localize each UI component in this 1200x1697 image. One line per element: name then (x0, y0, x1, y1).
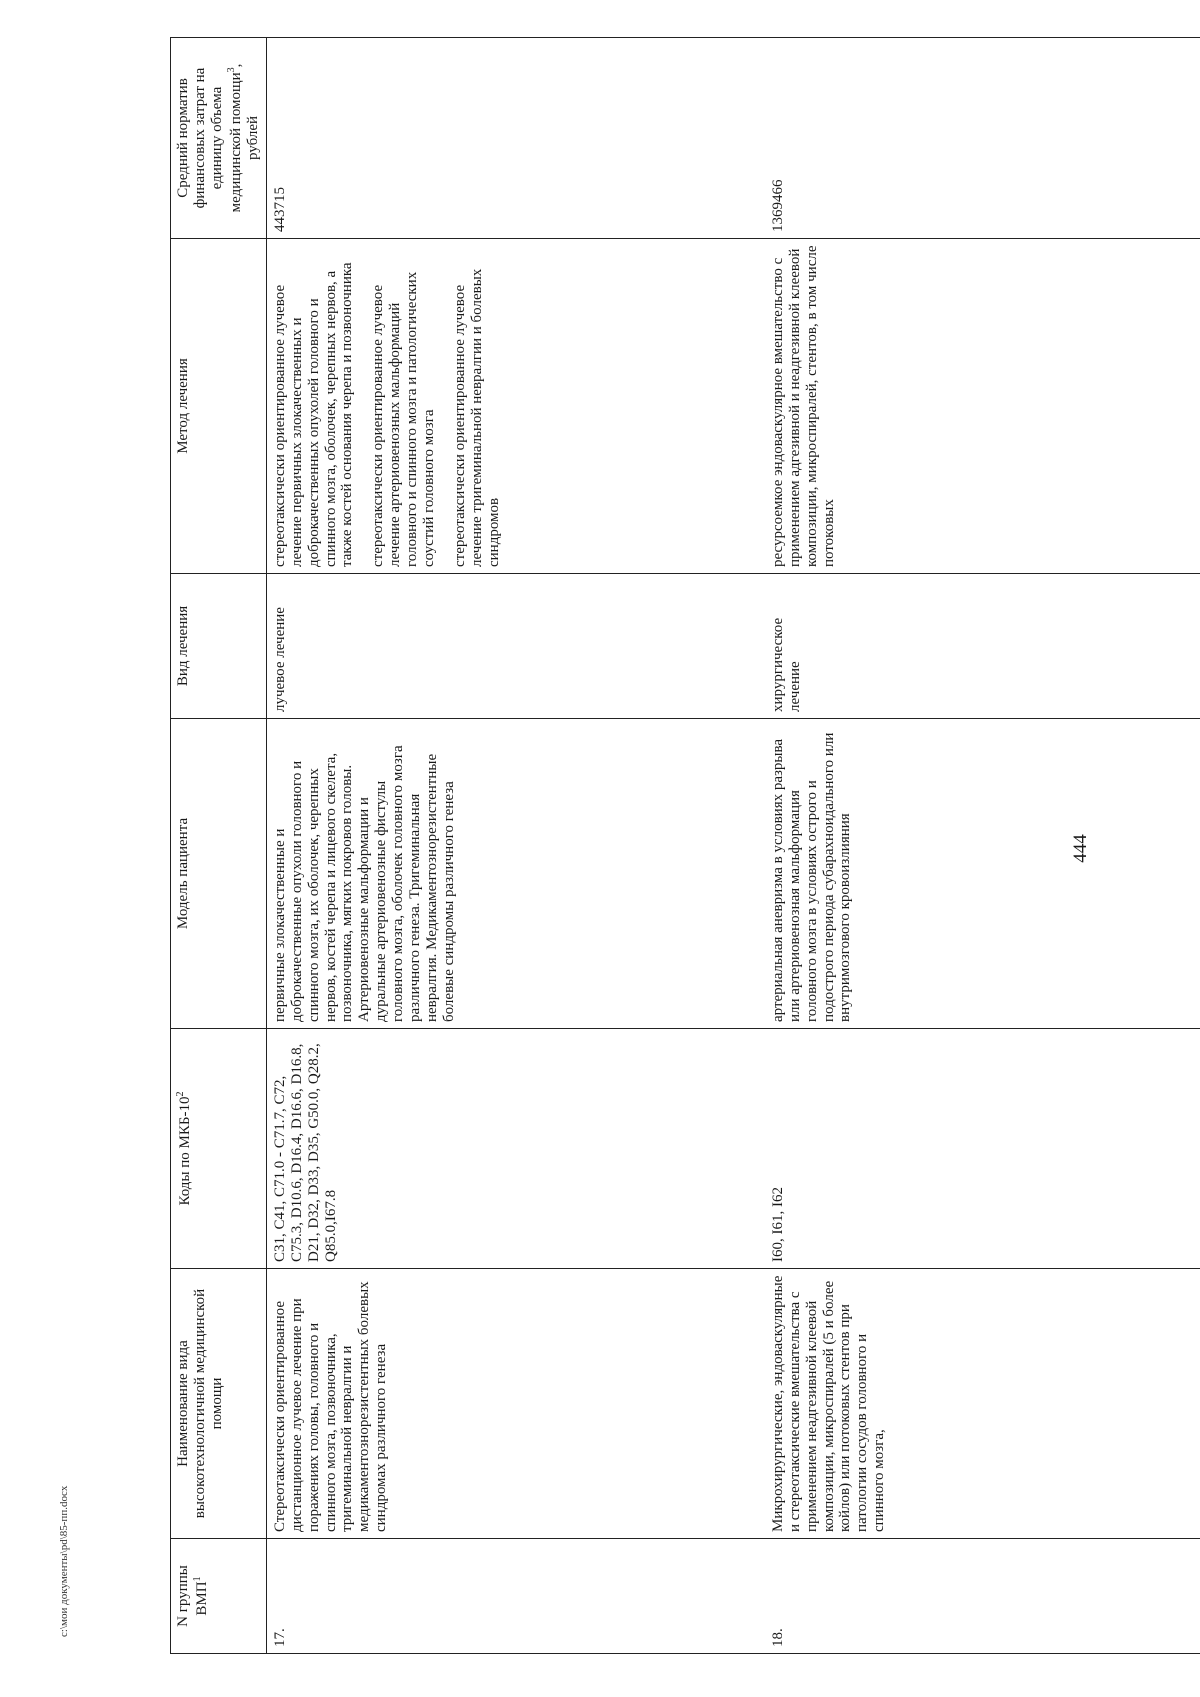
cell-model: артериальная аневризма в условиях разрыва или артериовенозная мальформация головного мозга в условиях острого и подострого периода субарахноидального или внутримозгового кровоизлияния (765, 719, 1200, 1029)
cell-group: 17. (266, 1539, 765, 1654)
cell-name: Стереотаксически ориентированное дистанционное лучевое лечение при поражениях головы, головного и спинного мозга, позвоночника, тригеминальной невралгии и медикаментознорезистентных болевых синдромах различного генеза (266, 1269, 765, 1539)
cell-method (266, 239, 765, 574)
header-cost: Средний норматив финансовых затрат на единицу объема медицинской помощи$^3$, рублей (171, 38, 267, 239)
cell-cost: 443715 (266, 38, 765, 239)
header-row (171, 38, 267, 1654)
method-item: стереотаксически ориентированное лучевое лечение тригеминальной невралгии и болевых синдромов (452, 268, 502, 567)
vmp-table (170, 37, 1200, 1654)
header-method: Метод лечения (171, 239, 267, 574)
cell-type: хирургическое лечение (765, 574, 1200, 719)
method-item: стереотаксически ориентированное лучевое лечение артериовенозных мальформаций головного и спинного мозга и патологических соустий головного мозга (370, 271, 438, 567)
method-item: ресурсоемкое эндоваскулярное вмешательство с применением адгезивной и неадгезивной клеевой композиции, микроспиралей, стентов, в том числе потоковых (769, 245, 837, 567)
header-model: Модель пациента (171, 719, 267, 1029)
cell-name: Микрохирургические, эндоваскулярные и стереотаксические вмешательства с применением неадгезивной клеевой композиции, микроспиралей (5 и более койлов) или потоковых стентов при патологии сосудов головного и спинного мозга, (765, 1269, 1200, 1539)
cell-method (765, 239, 1200, 574)
cell-codes: C31, C41, C71.0 - C71.7, C72, C75.3, D10.6, D16.4, D16.6, D16.8, D21, D32, D33, D35, G50.0, Q28.2, Q85.0,I67.8 (266, 1029, 765, 1269)
cell-group: 18. (765, 1539, 1200, 1654)
cell-codes: I60, I61, I62 (765, 1029, 1200, 1269)
header-group: N группы ВМП$^1$ (171, 1539, 267, 1654)
table-row (765, 38, 1200, 1654)
method-item: стереотаксически ориентированное лучевое лечение первичных злокачественных и доброкачественных опухолей головного и спинного мозга, оболочек, черепных нервов, а также костей основания черепа и позвоночника (271, 262, 356, 567)
header-name: Наименование вида высокотехнологичной медицинской помощи (171, 1269, 267, 1539)
cell-type: лучевое лечение (266, 574, 765, 719)
header-type: Вид лечения (171, 574, 267, 719)
table-row (266, 38, 765, 1654)
cell-cost: 1369466 (765, 38, 1200, 239)
page-number: 444 (1070, 834, 1091, 863)
header-codes: Коды по МКБ-$10^2$ (171, 1029, 267, 1269)
cell-model: первичные злокачественные и доброкачественные опухоли головного и спинного мозга, их оболочек, черепных нервов, костей черепа и лицевого скелета, позвоночника, мягких покровов головы. Артериовенозные мальформации и дуральные артериовенозные фистулы головного мозга, оболочек головного мозга различного генеза. Тригеминальная невралгия. Медикаментознорезистентные болевые синдромы различного генеза (266, 719, 765, 1029)
footer-file-path: c:\мои документы\pd\85-пп.docx (58, 1485, 70, 1637)
